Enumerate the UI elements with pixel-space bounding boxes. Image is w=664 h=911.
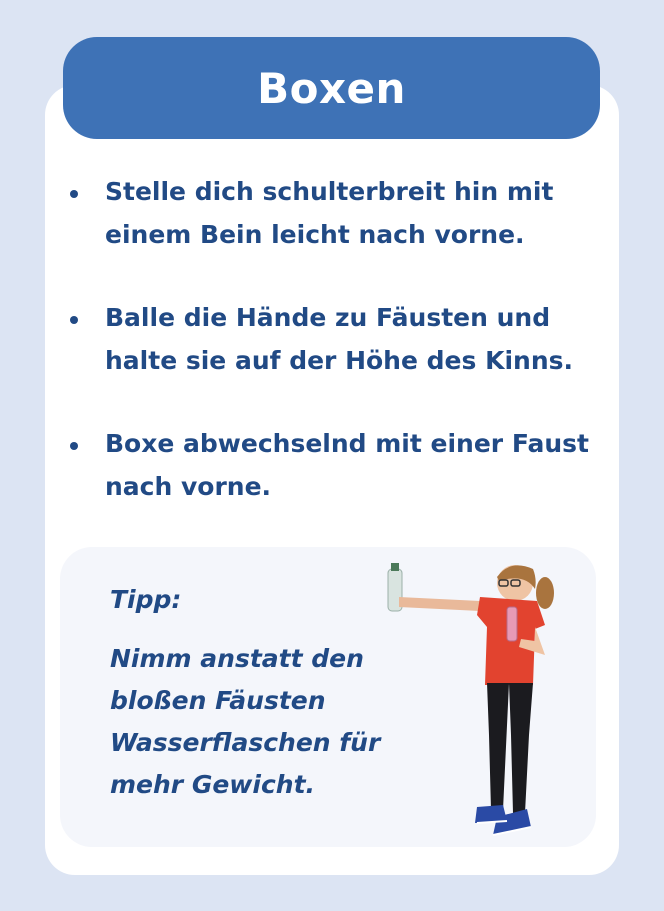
list-item bbox=[65, 422, 610, 508]
tip-label: Tipp: bbox=[110, 585, 182, 614]
step-text: Stelle dich schulterbreit hin mit einem Bein leicht nach vorne. bbox=[105, 177, 554, 249]
bullet-icon bbox=[70, 442, 78, 450]
step-text: Balle die Hände zu Fäusten und halte sie auf der Höhe des Kinns. bbox=[105, 303, 573, 375]
list-item bbox=[65, 296, 610, 382]
list-item bbox=[65, 170, 610, 256]
tip-text: Nimm anstatt den bloßen Fäusten Wasserflaschen für mehr Gewicht. bbox=[110, 644, 381, 799]
page-title: Boxen bbox=[257, 63, 406, 113]
bullet-icon bbox=[70, 190, 78, 198]
girl-boxing-illustration bbox=[385, 555, 555, 845]
instruction-list bbox=[65, 170, 610, 548]
step-text: Boxe abwechselnd mit einer Faust nach vorne. bbox=[105, 429, 589, 501]
title-banner bbox=[63, 37, 600, 139]
bullet-icon bbox=[70, 316, 78, 324]
